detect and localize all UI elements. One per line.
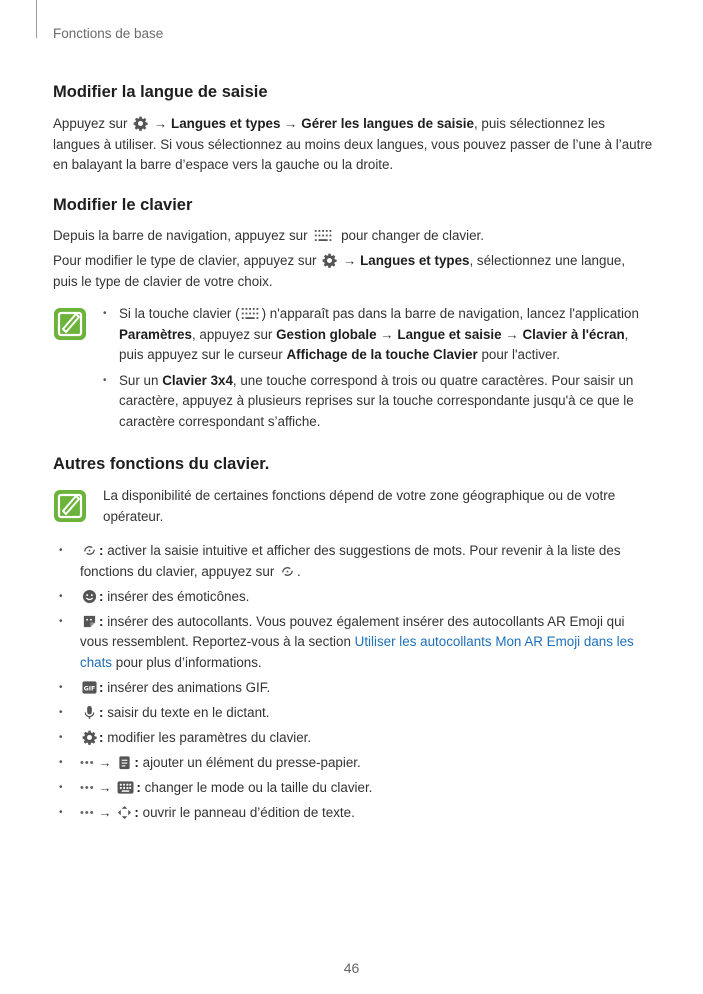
note-availability-text: La disponibilité de certaines fonctions dépend de votre zone géographique ou de votre opérateur. bbox=[103, 488, 616, 524]
text-edit-icon bbox=[117, 805, 132, 820]
predictive-text-icon bbox=[280, 564, 295, 579]
note-item: • Si la touche clavier ( ) n'apparaît pas dans la barre de navigation, lancez l'application Paramètres, appuyez sur Gestion globale → Langue et saisie → Clavier à l'écran, puis appuyez sur le curseur Affichage de la touche Clavier pour l'activer. bbox=[103, 304, 653, 366]
gear-icon bbox=[82, 730, 97, 745]
more-icon: ••• bbox=[80, 806, 95, 819]
page-edge-line bbox=[36, 0, 37, 38]
note-icon bbox=[53, 489, 87, 523]
note-item: • Sur un Clavier 3x4, une touche correspond à trois ou quatre caractères. Pour saisir un caractère, appuyez à plusieurs reprises sur la touche correspondante jusqu'à ce que le caractère correspondant s’affiche. bbox=[103, 371, 653, 433]
feature-keyboard-mode: • ••• → : changer le mode ou la taille du clavier. bbox=[53, 778, 653, 799]
emoji-icon bbox=[82, 589, 97, 604]
keyboard-icon bbox=[240, 306, 262, 321]
sticker-icon bbox=[82, 614, 97, 629]
mic-icon bbox=[82, 705, 97, 720]
note-icon bbox=[53, 307, 87, 341]
predictive-text-icon bbox=[82, 543, 97, 558]
gear-icon bbox=[133, 116, 148, 131]
feature-predictive: • : activer la saisie intuitive et afficher des suggestions de mots. Pour revenir à la liste des fonctions du clavier, appuyez sur . bbox=[53, 541, 653, 582]
feature-text-edit: • ••• → : ouvrir le panneau d’édition de texte. bbox=[53, 803, 653, 824]
paragraph-keyboard-type: Pour modifier le type de clavier, appuyez sur → Langues et types, sélectionnez une langue, puis le type de clavier de votre choix. bbox=[53, 253, 626, 289]
feature-clipboard: • ••• → : ajouter un élément du presse-papier. bbox=[53, 753, 653, 774]
keyboard-mode-icon bbox=[117, 780, 134, 795]
feature-list bbox=[53, 541, 653, 823]
sticker-section-link[interactable]: Utiliser les autocollants Mon AR Emoji dans les chats bbox=[80, 634, 634, 670]
content bbox=[53, 80, 653, 828]
gif-icon bbox=[82, 680, 97, 695]
more-icon: ••• bbox=[80, 756, 95, 769]
feature-voice: • : saisir du texte en le dictant. bbox=[53, 703, 653, 724]
paragraph-input-language: Appuyez sur → Langues et types → Gérer les langues de saisie, puis sélectionnez les langues à utiliser. Si vous sélectionnez au moins deux langues, vous pouvez passer de l’une à l’autre en balayant la barre d’espace vers la gauche ou la droite. bbox=[53, 116, 653, 172]
heading-input-language: Modifier la langue de saisie bbox=[53, 83, 268, 101]
feature-emoji: • : insérer des émoticônes. bbox=[53, 587, 653, 608]
note-list bbox=[103, 304, 653, 432]
gear-icon bbox=[322, 253, 337, 268]
feature-sticker: • : insérer des autocollants. Vous pouvez également insérer des autocollants AR Emoji qui vous ressemblent. Reportez-vous à la section Utiliser les autocollants Mon AR Emoji dans les chats pour plus d’informations. bbox=[53, 612, 653, 674]
heading-other-functions: Autres fonctions du clavier. bbox=[53, 455, 270, 473]
clipboard-icon bbox=[117, 755, 132, 770]
feature-settings: • : modifier les paramètres du clavier. bbox=[53, 728, 653, 749]
page-number: 46 bbox=[343, 960, 360, 976]
note-keyboard bbox=[53, 304, 653, 432]
paragraph-navigation-keyboard: Depuis la barre de navigation, appuyez sur pour changer de clavier. bbox=[53, 227, 484, 243]
heading-change-keyboard: Modifier le clavier bbox=[53, 195, 193, 214]
feature-gif: • GIF : insérer des animations GIF. bbox=[53, 678, 653, 699]
note-availability bbox=[53, 486, 653, 527]
keyboard-icon bbox=[313, 228, 335, 243]
svg-text:GIF: • GIF bbox=[83, 684, 96, 692]
more-icon: ••• bbox=[80, 781, 95, 794]
section-header: Fonctions de base bbox=[53, 26, 164, 41]
